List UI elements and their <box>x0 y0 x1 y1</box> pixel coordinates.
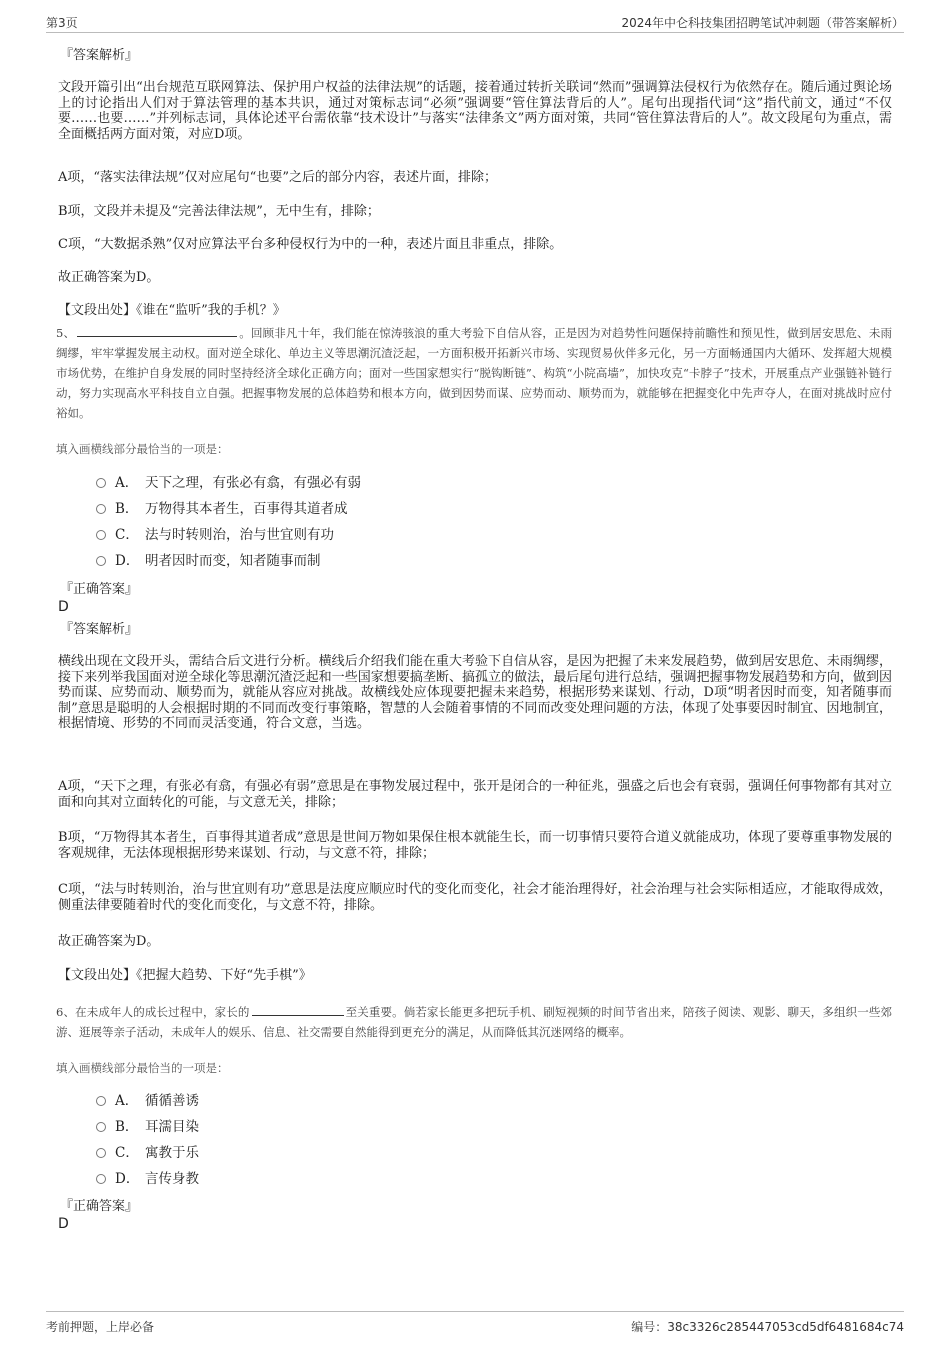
analysis-text: 文段开篇引出“出台规范互联网算法、保护用户权益的法律法规”的话题，接着通过转折关联词“然而”强调算法侵权行为依然存在。随后通过舆论场上的讨论指出人们对于算法管理的基本共识，通过对策标志词“必须”强调要“管住算法背后的人”。尾句出现指代词“这”指代前文，通过“不仅要……也要……”并列标志词，具体论述平台需依靠“技术设计”与落实“法律条文”两方面对策，共同“管住算法背后的人”。故文段尾句为重点，需全面概括两方面对策，对应D项。 <box>58 80 892 142</box>
radio-icon[interactable] <box>96 1122 106 1132</box>
analysis-conclusion: 故正确答案为D。 <box>58 934 160 949</box>
option-a[interactable]: A． 循循善诱 <box>96 1091 199 1111</box>
option-d[interactable]: D． 明者因时而变，知者随事而制 <box>96 551 321 571</box>
analysis-conclusion: 故正确答案为D。 <box>58 270 160 285</box>
passage-source: 【文段出处】《谁在“监听”我的手机？》 <box>58 303 286 318</box>
analysis-option-b: B项，“万物得其本者生，百事得其道者成”意思是世间万物如果保住根本就能生长，而一切事情只要符合道义就能成功，体现了要尊重事物发展的客观规律，无法体现根据形势来谋划、行动，与文意不符，排除； <box>58 830 892 861</box>
analysis-option-a: A项，“天下之理，有张必有翕，有强必有弱”意思是在事物发展过程中，张开是闭合的一种征兆，强盛之后也会有衰弱，强调任何事物都有其对立面和向其对立面转化的可能，与文意无关，排除； <box>58 779 892 810</box>
document-title: 2024年中仑科技集团招聘笔试冲刺题（带答案解析） <box>621 16 904 30</box>
passage-source: 【文段出处】《把握大趋势、下好“先手棋”》 <box>58 968 312 983</box>
question-prompt: 填入画横线部分最恰当的一项是： <box>56 442 229 456</box>
analysis-text: 横线出现在文段开头，需结合后文进行分析。横线后介绍我们能在重大考验下自信从容，是因为把握了未来发展趋势，做到居安思危、未雨绸缪，接下来列举我国面对逆全球化等思潮沉渣泛起和一些国家想要搞垄断、搞孤立的做法，最后尾句进行总结，强调把握事物发展趋势和方向，做到因势而谋、应势而动、顺势而为，就能从容应对挑战。故横线处应体现要把握未来趋势，根据形势来谋划、行动，D项“明者因时而变，知者随事而制”意思是聪明的人会根据时期的不同而改变行事策略，智慧的人会随着事情的不同而改变处理问题的方法，体现了处事要因时制宜、因地制宜，根据情境、形势的不同而灵活变通，符合文意，当选。 <box>58 654 892 731</box>
option-c[interactable]: C． 法与时转则治，治与世宜则有功 <box>96 525 334 545</box>
question-prompt: 填入画横线部分最恰当的一项是： <box>56 1061 229 1075</box>
option-d[interactable]: D． 言传身教 <box>96 1169 199 1189</box>
question-text-before: 在未成年人的成长过程中，家长的 <box>75 1005 250 1019</box>
analysis-mark: 『答案解析』 <box>60 48 139 63</box>
question-text-after: 至关重要。倘若家长能更多把玩手机、刷短视频的时间节省出来，陪孩子阅读、观影、聊天，多组织一些郊游、逛展等亲子活动，未成年人的娱乐、信息、社交需要自然能得到更充分的满足，从而降低其沉迷网络的概率。 <box>56 1005 892 1039</box>
radio-icon[interactable] <box>96 504 106 514</box>
question-5 <box>56 323 892 423</box>
radio-icon[interactable] <box>96 478 106 488</box>
document-code: 编号：38c3326c285447053cd5df6481684c74 <box>631 1320 904 1334</box>
option-a[interactable]: A． 天下之理，有张必有翕，有强必有弱 <box>96 473 361 493</box>
correct-answer-mark: 『正确答案』 <box>60 1199 139 1214</box>
radio-icon[interactable] <box>96 1174 106 1184</box>
option-b[interactable]: B． 万物得其本者生，百事得其道者成 <box>96 499 348 519</box>
analysis-option-a: A项，“落实法律法规”仅对应尾句“也要”之后的部分内容，表述片面，排除； <box>58 170 497 185</box>
page-footer <box>46 1311 904 1336</box>
page-number: 第3页 <box>46 16 78 30</box>
radio-icon[interactable] <box>96 1096 106 1106</box>
question-6 <box>56 1002 892 1042</box>
analysis-option-c: C项，“法与时转则治，治与世宜则有功”意思是法度应顺应时代的变化而变化，社会才能治理得好，社会治理与社会实际相适应，才能取得成效，侧重法律要随着时代的变化而变化，与文意不符，排除。 <box>58 882 892 913</box>
page-header <box>46 10 904 33</box>
fill-blank <box>77 324 237 337</box>
option-b[interactable]: B． 耳濡目染 <box>96 1117 199 1137</box>
analysis-option-c: C项，“大数据杀熟”仅对应算法平台多种侵权行为中的一种，表述片面且非重点，排除。 <box>58 237 563 252</box>
footer-slogan: 考前押题，上岸必备 <box>46 1320 155 1334</box>
radio-icon[interactable] <box>96 1148 106 1158</box>
correct-answer: D <box>58 1216 69 1232</box>
radio-icon[interactable] <box>96 556 106 566</box>
question-number: 6、 <box>56 1005 76 1019</box>
question-text: 。回顾非凡十年，我们能在惊涛骇浪的重大考验下自信从容，正是因为对趋势性问题保持前瞻性和预见性，做到居安思危、未雨绸缪，牢牢掌握发展主动权。面对逆全球化、单边主义等思潮沉渣泛起，一方面积极开拓新兴市场、实现贸易伙伴多元化，另一方面畅通国内大循环、发挥超大规模市场优势，在维护自身发展的同时坚持经济全球化正确方向；面对一些国家想实行“脱钩断链”、构筑“小院高墙”，加快攻克“卡脖子”技术，开展重点产业强链补链行动，努力实现高水平科技自立自强。把握事物发展的总体趋势和根本方向，做到因势而谋、应势而动、顺势而为，就能够在把握变化中先声夺人，在面对挑战时应付裕如。 <box>56 326 892 420</box>
correct-answer: D <box>58 599 69 615</box>
analysis-mark: 『答案解析』 <box>60 622 139 637</box>
analysis-option-b: B项，文段并未提及“完善法律法规”，无中生有，排除； <box>58 204 380 219</box>
fill-blank <box>252 1003 344 1016</box>
option-c[interactable]: C． 寓教于乐 <box>96 1143 199 1163</box>
correct-answer-mark: 『正确答案』 <box>60 582 139 597</box>
question-number: 5、 <box>56 326 76 340</box>
radio-icon[interactable] <box>96 530 106 540</box>
